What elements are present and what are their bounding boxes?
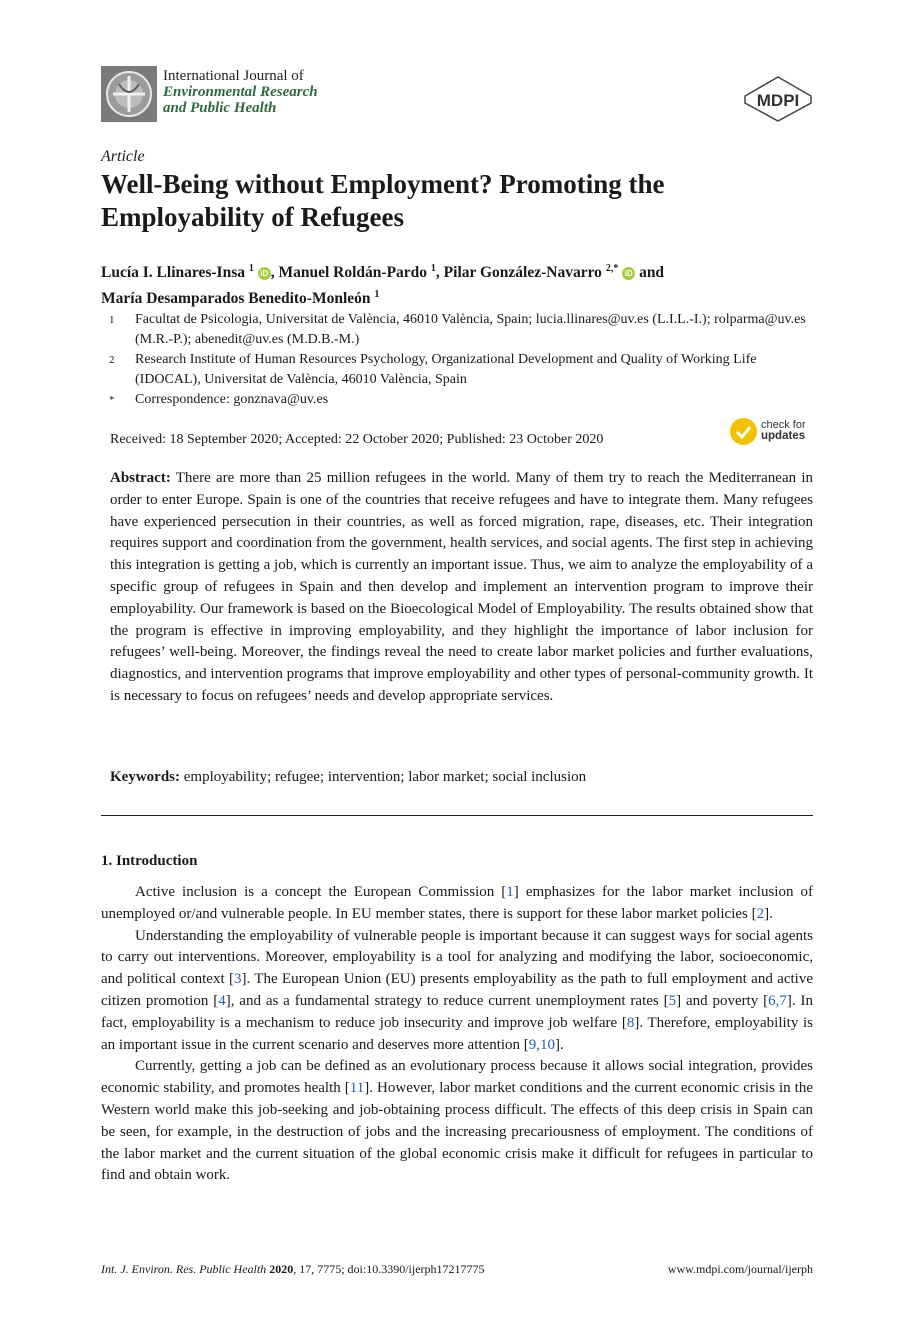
abstract [110,468,813,708]
journal-name-line3: and Public Health [163,100,277,116]
author-separator: , [270,264,279,282]
paragraph-text: ]. However, labor market conditions and the current economic crisis in the Western world make this job-seeking and job-obtaining process difficult. The effects of this deep crisis in Spain can be seen, for example, in the destruction of jobs and the increasing precariousness of employment. The conditions of the labor market and the current situation of the global economic crisis make it difficult for refugees in particular to find and obtain work. [101,1080,813,1184]
check-updates-icon [730,418,757,445]
paragraph-text: ]. The European Union (EU) presents employability as the path to full employment and active citizen promotion [ [101,971,813,1009]
affiliation-item [101,310,816,350]
author-name[interactable]: Pilar González-Navarro [443,264,602,282]
author-list [101,258,821,310]
author-separator: , [435,264,444,282]
affiliation-text: Research Institute of Human Resources Psychology, Organizational Development and Quality of Working Life (IDOCAL), Universitat de València, 46010 València, Spain [135,352,757,387]
citation-link[interactable]: 1 [506,884,514,900]
citation-link[interactable]: 5 [668,992,677,1009]
keywords-text: employability; refugee; intervention; labor market; social inclusion [183,769,587,785]
affiliation-item [101,390,816,410]
footer-citation [101,1262,485,1277]
affiliation-text: Facultat de Psicologia, Universitat de València, 46010 València, Spain; lucia.llinares@uv.es (L.I.L.-I.); rolparma@uv.es (M.R.-P.); abenedit@uv.es (M.D.B.-M.) [135,312,806,347]
check-updates-line1: check for [761,419,806,431]
orcid-icon[interactable]: iD [622,267,635,280]
paragraph-text: ] emphasizes for the labor market inclusion of unemployed or/and vulnerable people. In EU member states, there is support for these labor market policies [ [101,884,813,922]
paragraph-text: ] and poverty [ [676,992,769,1009]
citation-link[interactable]: 9,10 [528,1036,556,1053]
citation-link[interactable]: 11 [349,1080,365,1097]
affiliation-mark: 1 [109,314,115,326]
paragraph [101,926,813,1057]
footer-citation-text: , 17, 7775; doi:10.3390/ijerph17217775 [293,1262,485,1276]
check-updates-line2: updates [761,430,806,442]
footer-url[interactable]: www.mdpi.com/journal/ijerph [667,1262,813,1276]
citation-link[interactable]: 4 [218,992,226,1009]
abstract-label: Abstract: [110,470,171,486]
author-name[interactable]: Manuel Roldán-Pardo [278,264,428,282]
check-updates-label [761,420,806,442]
author-affil-sup: 2,* [605,263,619,274]
citation-link[interactable]: 8 [626,1014,635,1031]
paragraph-text: ]. In fact, employability is a mechanism to reduce job insecurity and improve job welfare [ [101,992,814,1031]
citation-link[interactable]: 6,7 [768,992,787,1009]
check-for-updates-button[interactable] [730,418,820,448]
orcid-icon[interactable]: iD [258,267,271,280]
keywords-label: Keywords: [110,769,180,785]
author-name[interactable]: Lucía I. Llinares-Insa [101,264,245,282]
paragraph [101,882,813,926]
correspondence-text: Correspondence: gonznava@uv.es [135,392,329,407]
paper-title: Well-Being without Employment? Promoting the Employability of Refugees [101,169,665,232]
journal-name-line2: Environmental Research [163,84,318,100]
footer-year: 2020 [269,1262,294,1276]
journal-name [163,68,318,116]
affiliation-mark: * [109,394,115,406]
section-heading: 1. Introduction [101,853,198,869]
paragraph-text: Understanding the employability of vulnerable people is important because it can suggest ways for social agents to carry out interventions. Moreover, employability is a tool for analyzing and modifying the labor, socioeconomic, and political context [ [101,927,813,988]
journal-emblem-icon [101,66,157,122]
paragraph-text: ]. Therefore, employability is an important issue in the current scenario and deserves more attention [ [101,1014,813,1053]
footer-journal-abbr: Int. J. Environ. Res. Public Health [101,1262,267,1276]
journal-name-line1: International Journal of [163,68,304,84]
mdpi-logo [743,76,813,122]
section-divider [101,815,813,816]
affiliation-item [101,350,816,390]
article-type: Article [101,148,145,165]
paragraph [101,1056,813,1187]
author-separator: and [635,264,665,282]
paragraph-text: ], and as a fundamental strategy to reduce current unemployment rates [ [225,992,669,1009]
author-affil-sup: 1 [374,289,380,301]
author-affil-sup: 1 [248,263,254,274]
keywords [110,769,813,786]
publication-dates: Received: 18 September 2020; Accepted: 22 October 2020; Published: 23 October 2020 [110,432,604,447]
body-text [101,882,813,1187]
paragraph-text: ]. [764,905,773,922]
affiliations [101,310,816,410]
citation-link[interactable]: 3 [233,971,242,988]
mdpi-logo-text: MDPI [756,91,800,110]
paragraph-text: Currently, getting a job can be defined as an evolutionary process because it allows social integration, provides economic stability, and promotes health [ [101,1058,813,1097]
abstract-text: There are more than 25 million refugees in the world. Many of them try to reach the Mediterranean in order to enter Europe. Spain is one of the countries that receive refugees and have to integrate them. Many refugees have experienced persecution in their countries, as well as forced migration, rape, diseases, etc. Their integration requires support and coordination from the government, health services, and social agents. The first step in achieving this integration is getting a job, which is currently an important issue. Thus, we aim to analyze the employability of a specific group of refugees in Spain and then develop and implement an intervention program to improve their employability. Our framework is based on the Bioecological Model of Employability. The results obtained show that the program is effective in improving employability, and they highlight the importance of labor inclusion for refugees’ well-being. Moreover, the findings reveal the need to create labor market policies and further evaluations, diagnostics, and intervention programs that improve employability and other types of personal-community growth. It is necessary to focus on refugees’ needs and develop appropriate services. [110,470,813,704]
paragraph-text: ]. [555,1036,564,1053]
paragraph-text: Active inclusion is a concept the European Commission [ [135,884,507,900]
citation-link[interactable]: 2 [756,905,765,922]
author-name[interactable]: María Desamparados Benedito-Monleón [101,290,371,308]
author-affil-sup: 1 [430,263,436,274]
affiliation-mark: 2 [109,354,115,366]
